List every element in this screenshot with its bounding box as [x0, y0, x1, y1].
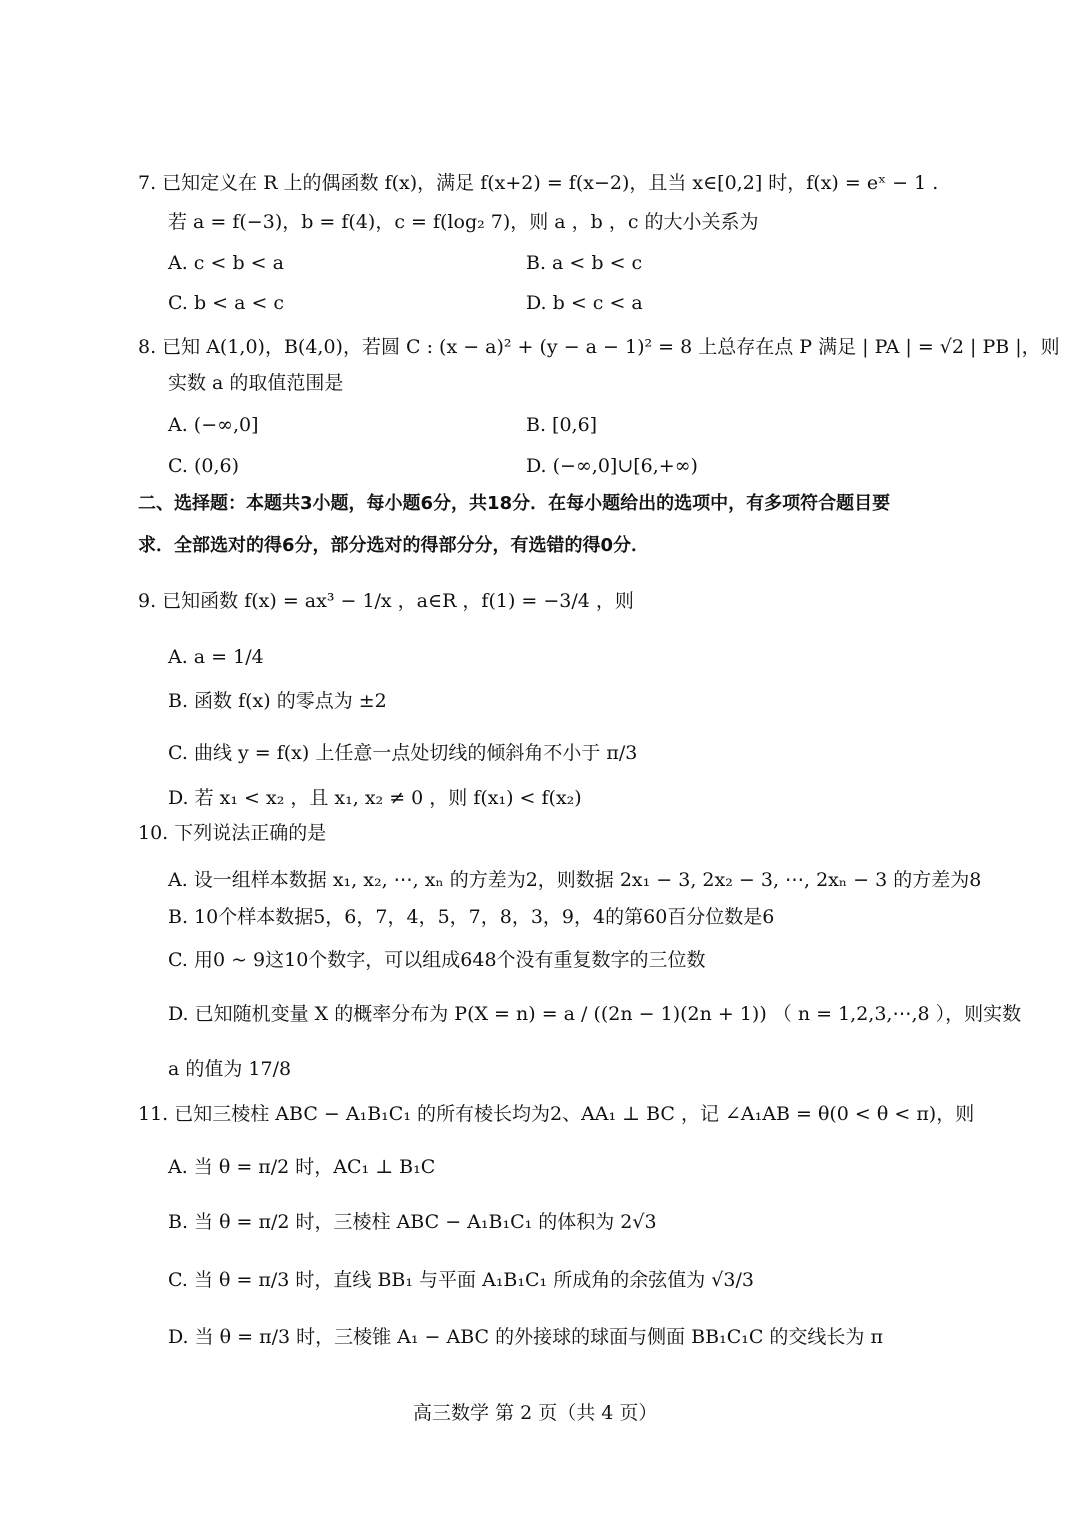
q10-option-c: C. 用0 ~ 9这10个数字，可以组成648个没有重复数字的三位数: [168, 949, 706, 971]
q8-option-b: B. [0,6]: [526, 414, 598, 436]
q8-stem-line2: 实数 a 的取值范围是: [168, 372, 344, 394]
section2-instructions-line2: 求．全部选对的得6分，部分选对的得部分分，有选错的得0分．: [138, 535, 650, 556]
q11-option-d: D. 当 θ = π/3 时，三棱锥 A₁ − ABC 的外接球的球面与侧面 BB₁C₁C 的交线长为 π: [168, 1326, 883, 1348]
q10-option-a: A. 设一组样本数据 x₁, x₂, ⋯, xₙ 的方差为2，则数据 2x₁ − 3, 2x₂ − 3, ⋯, 2xₙ − 3 的方差为8: [168, 869, 982, 891]
q11-option-a: A. 当 θ = π/2 时，AC₁ ⊥ B₁C: [168, 1156, 436, 1178]
q10-stem: 10. 下列说法正确的是: [138, 822, 327, 844]
q7-option-b: B. a < b < c: [526, 252, 643, 274]
q8-option-a: A. (−∞,0]: [168, 414, 259, 436]
q8-option-c: C. (0,6): [168, 455, 239, 477]
q9-stem: 9. 已知函数 f(x) = ax³ − 1/x ，a∈R ，f(1) = −3/4 ，则: [138, 590, 634, 612]
q9-option-b: B. 函数 f(x) 的零点为 ±2: [168, 690, 387, 712]
q7-option-d: D. b < c < a: [526, 292, 643, 314]
q10-option-d-line1: D. 已知随机变量 X 的概率分布为 P(X = n) = a / ((2n − 1)(2n + 1)) （ n = 1,2,3,⋯,8 ），则实数: [168, 1003, 1022, 1025]
q11-option-b: B. 当 θ = π/2 时，三棱柱 ABC − A₁B₁C₁ 的体积为 2√3: [168, 1211, 657, 1233]
q11-option-c: C. 当 θ = π/3 时，直线 BB₁ 与平面 A₁B₁C₁ 所成角的余弦值为 √3/3: [168, 1269, 754, 1291]
page-footer: 高三数学 第 2 页（共 4 页）: [413, 1402, 658, 1424]
q7-option-a: A. c < b < a: [168, 252, 284, 274]
q11-stem: 11. 已知三棱柱 ABC − A₁B₁C₁ 的所有棱长均为2、AA₁ ⊥ BC ，记 ∠A₁AB = θ(0 < θ < π)，则: [138, 1103, 975, 1125]
q7-stem-line2: 若 a = f(−3)，b = f(4)，c = f(log₂ 7)，则 a ，b ，c 的大小关系为: [168, 211, 759, 233]
q10-option-b: B. 10个样本数据5，6，7，4，5，7，8，3，9，4的第60百分位数是6: [168, 906, 775, 928]
q9-option-c: C. 曲线 y = f(x) 上任意一点处切线的倾斜角不小于 π/3: [168, 742, 638, 764]
q8-stem-line1: 8. 已知 A(1,0)，B(4,0)，若圆 C : (x − a)² + (y − a − 1)² = 8 上总存在点 P 满足 | PA | = √2 | PB |，则: [138, 336, 1060, 358]
q9-option-a: A. a = 1/4: [168, 646, 264, 668]
q8-option-d: D. (−∞,0]∪[6,+∞): [526, 455, 698, 477]
q7-stem-line1: 7. 已知定义在 R 上的偶函数 f(x)，满足 f(x+2) = f(x−2)，且当 x∈[0,2] 时，f(x) = eˣ − 1 .: [138, 172, 939, 194]
q7-option-c: C. b < a < c: [168, 292, 285, 314]
q10-option-d-line2: a 的值为 17/8: [168, 1058, 292, 1080]
section2-instructions-line1: 二、选择题：本题共3小题，每小题6分，共18分．在每小题给出的选项中，有多项符合题目要: [138, 493, 891, 514]
q9-option-d: D. 若 x₁ < x₂ ，且 x₁, x₂ ≠ 0 ，则 f(x₁) < f(x₂): [168, 787, 582, 809]
